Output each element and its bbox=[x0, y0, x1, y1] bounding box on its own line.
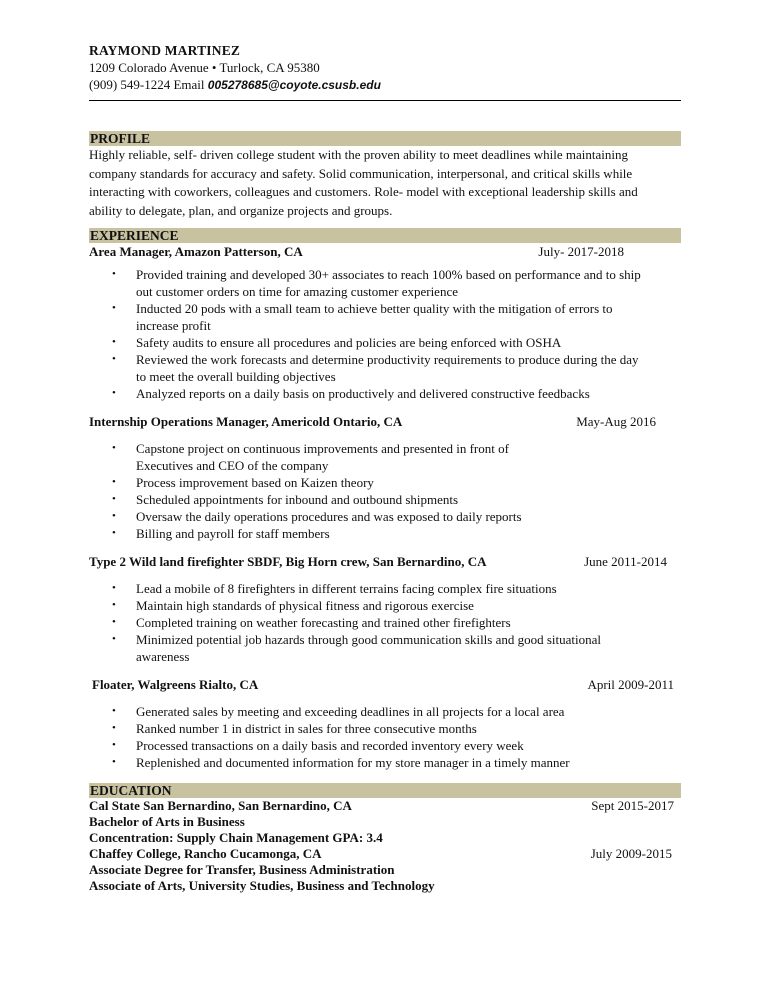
list-item: • Replenished and documented information for my store manager in a timely manner bbox=[112, 755, 570, 770]
bullet-icon: • bbox=[112, 616, 116, 628]
job-title: Floater, Walgreens Rialto, CA bbox=[92, 677, 259, 692]
header-divider bbox=[89, 100, 681, 101]
bullet-icon: • bbox=[112, 739, 116, 751]
education-heading: EDUCATION bbox=[89, 783, 681, 798]
school-name: Cal State San Bernardino, San Bernardino, CA bbox=[89, 798, 352, 813]
list-item: • Oversaw the daily operations procedures and was exposed to daily reports bbox=[112, 509, 522, 524]
job-date: July- 2017-2018 bbox=[538, 244, 624, 259]
job-bullets bbox=[89, 580, 649, 665]
bullet-icon: • bbox=[112, 268, 116, 280]
school-row bbox=[89, 798, 674, 814]
list-item: • Generated sales by meeting and exceeding deadlines in all projects for a local area bbox=[112, 704, 565, 719]
job-bullets bbox=[89, 703, 649, 771]
profile-line: interacting with coworkers, colleagues and customers. Role- model with exceptional leadership skills and bbox=[89, 184, 638, 199]
job-date: April 2009-2011 bbox=[587, 677, 674, 692]
bullet-icon: • bbox=[112, 756, 116, 768]
job-title: Type 2 Wild land firefighter SBDF, Big Horn crew, San Bernardino, CA bbox=[89, 554, 487, 569]
list-item: • Minimized potential job hazards through good communication skills and good situational awareness bbox=[112, 632, 602, 664]
school-date: Sept 2015-2017 bbox=[591, 798, 674, 813]
bullet-icon: • bbox=[112, 633, 116, 645]
job-header bbox=[89, 676, 674, 693]
school-date: July 2009-2015 bbox=[590, 846, 672, 861]
degree: Associate of Arts, University Studies, Business and Technology bbox=[89, 878, 435, 893]
bullet-icon: • bbox=[112, 510, 116, 522]
list-item: • Ranked number 1 in district in sales for three consecutive months bbox=[112, 721, 477, 736]
job-date: May-Aug 2016 bbox=[576, 414, 656, 429]
bullet-icon: • bbox=[112, 493, 116, 505]
bullet-icon: • bbox=[112, 302, 116, 314]
list-item: • Reviewed the work forecasts and determine productivity requirements to produce during the day to meet the overall building objectives bbox=[112, 352, 639, 384]
list-item: • Capstone project on continuous improvements and presented in front of Executives and CEO of the company bbox=[112, 441, 509, 473]
profile-heading: PROFILE bbox=[89, 131, 681, 146]
profile-line: Highly reliable, self- driven college student with the proven ability to meet deadlines while maintaining bbox=[89, 147, 628, 162]
email-link[interactable]: 005278685@coyote.csusb.edu bbox=[207, 78, 381, 92]
candidate-name: RAYMOND MARTINEZ bbox=[89, 43, 241, 58]
bullet-icon: • bbox=[112, 582, 116, 594]
school-row bbox=[89, 846, 672, 862]
bullet-icon: • bbox=[112, 442, 116, 454]
contact-line bbox=[89, 76, 681, 94]
job-bullets bbox=[89, 266, 649, 402]
profile-text bbox=[89, 146, 681, 220]
list-item: • Maintain high standards of physical fitness and rigorous exercise bbox=[112, 598, 474, 613]
concentration: Concentration: Supply Chain Management GPA: 3.4 bbox=[89, 830, 383, 845]
job-title: Area Manager, Amazon Patterson, CA bbox=[89, 244, 303, 259]
school-name: Chaffey College, Rancho Cucamonga, CA bbox=[89, 846, 322, 861]
bullet-icon: • bbox=[112, 705, 116, 717]
resume-page bbox=[89, 42, 681, 894]
list-item: • Scheduled appointments for inbound and outbound shipments bbox=[112, 492, 459, 507]
bullet-icon: • bbox=[112, 336, 116, 348]
phone-text: (909) 549-1224 Email bbox=[89, 77, 205, 92]
address: 1209 Colorado Avenue • Turlock, CA 95380 bbox=[89, 60, 320, 75]
list-item: • Safety audits to ensure all procedures and policies are being enforced with OSHA bbox=[112, 335, 562, 350]
list-item: • Process improvement based on Kaizen theory bbox=[112, 475, 374, 490]
bullet-icon: • bbox=[112, 476, 116, 488]
list-item: • Provided training and developed 30+ associates to reach 100% based on performance and to ship out customer orders on time for amazing customer experience bbox=[112, 267, 641, 299]
bullet-icon: • bbox=[112, 527, 116, 539]
job-bullets bbox=[89, 440, 549, 542]
list-item: • Processed transactions on a daily basis and recorded inventory every week bbox=[112, 738, 524, 753]
bullet-icon: • bbox=[112, 387, 116, 399]
job-date: June 2011-2014 bbox=[584, 554, 667, 569]
bullet-icon: • bbox=[112, 353, 116, 365]
list-item: • Analyzed reports on a daily basis on productively and delivered constructive feedbacks bbox=[112, 386, 590, 401]
list-item: • Lead a mobile of 8 firefighters in different terrains facing complex fire situations bbox=[112, 581, 557, 596]
list-item: • Billing and payroll for staff members bbox=[112, 526, 330, 541]
job-header bbox=[89, 243, 624, 260]
job-title: Internship Operations Manager, Americold Ontario, CA bbox=[89, 414, 403, 429]
bullet-icon: • bbox=[112, 722, 116, 734]
list-item: • Inducted 20 pods with a small team to achieve better quality with the mitigation of errors to increase profit bbox=[112, 301, 613, 333]
degree: Bachelor of Arts in Business bbox=[89, 814, 245, 829]
list-item: • Completed training on weather forecasting and trained other firefighters bbox=[112, 615, 511, 630]
job-header bbox=[89, 553, 667, 570]
experience-heading: EXPERIENCE bbox=[89, 228, 681, 243]
profile-line: company standards for accuracy and safety. Solid communication, interpersonal, and critical skills while bbox=[89, 165, 633, 181]
bullet-icon: • bbox=[112, 599, 116, 611]
job-header bbox=[89, 413, 656, 430]
degree: Associate Degree for Transfer, Business Administration bbox=[89, 862, 395, 877]
profile-line: ability to delegate, plan, and organize projects and groups. bbox=[89, 202, 393, 218]
